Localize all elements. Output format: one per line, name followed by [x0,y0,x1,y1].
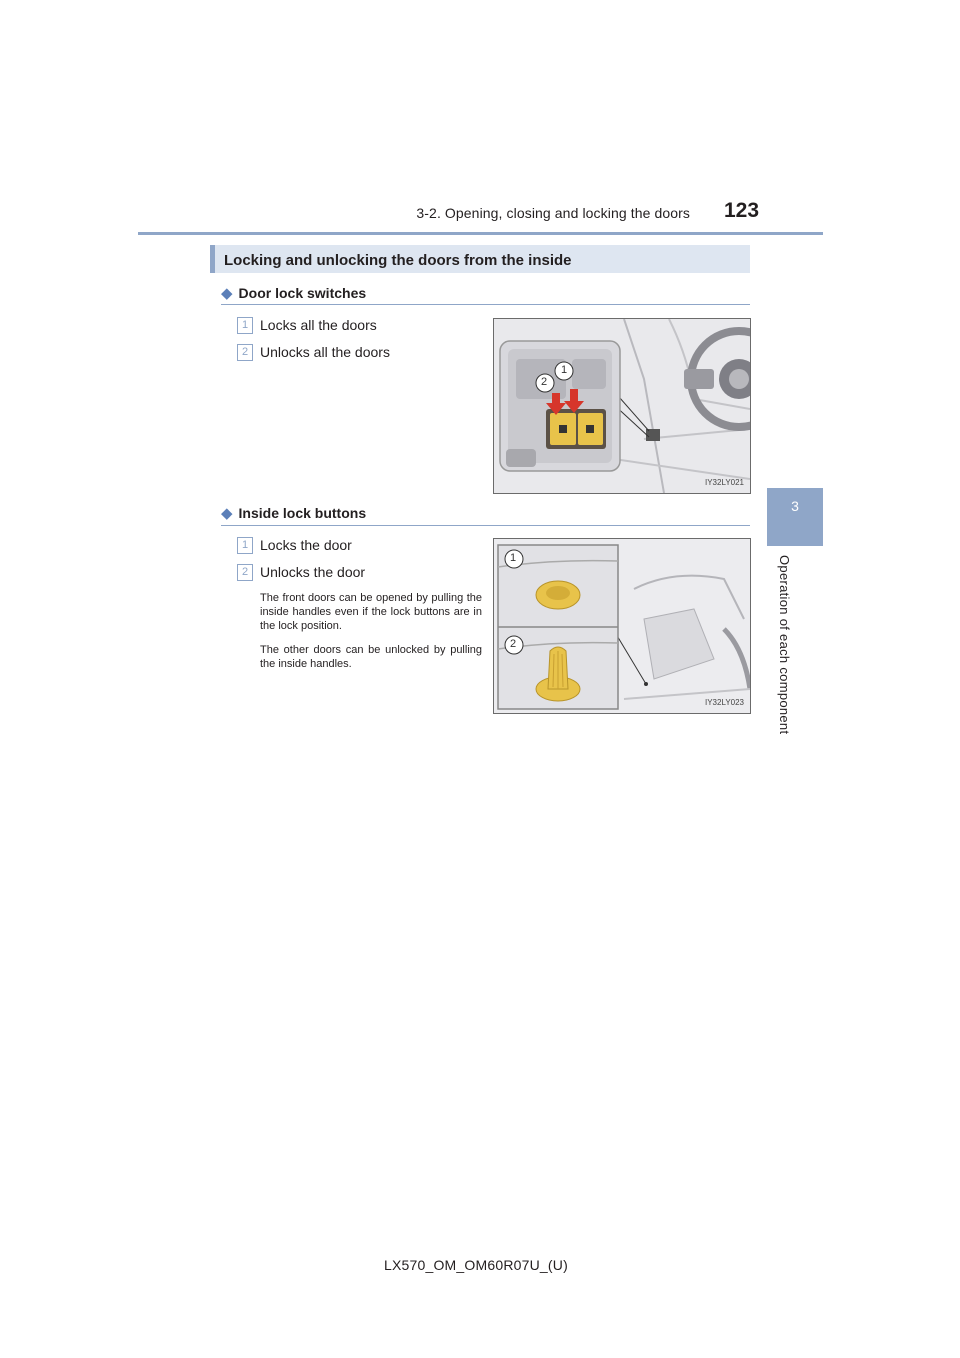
subheading-rule [221,304,750,305]
header-rule [138,232,823,235]
chapter-label: Operation of each component [777,555,792,735]
figure-callout-2: 2 [510,638,517,650]
note-other-doors: The other doors can be unlocked by pulling the inside handles. [260,644,482,670]
subheading-inside-lock-buttons [221,504,366,522]
callout-number-2: 2 [237,564,253,581]
figure-door-lock-switches [493,318,751,494]
callout-number-1: 1 [237,537,253,554]
subheading-rule [221,525,750,526]
item-text-unlocks-door: Unlocks the door [260,564,366,580]
inside-lock-button-illustration [494,539,750,713]
subheading-text: Inside lock buttons [238,505,367,521]
footer-doc-id: LX570_OM_OM60R07U_(U) [384,1257,568,1273]
figure-code: IY32LY021 [705,478,744,487]
chapter-tab [767,488,823,546]
section-title: Locking and unlocking the doors from the inside [224,252,572,269]
diamond-bullet-icon: ◆ [221,505,233,522]
page-number: 123 [724,199,760,222]
item-text-locks-all: Locks all the doors [260,317,377,333]
figure-callout-1: 1 [510,552,517,564]
note-front-doors: The front doors can be opened by pulling the inside handles even if the lock buttons are in the lock position. [260,592,482,632]
item-text-unlocks-all: Unlocks all the doors [260,344,390,360]
callout-number-1: 1 [237,317,253,334]
figure-callout-2: 2 [541,376,548,388]
chapter-number: 3 [791,498,799,514]
subheading-text: Door lock switches [238,285,367,301]
subheading-door-lock-switches [221,284,366,302]
figure-callout-1: 1 [561,364,568,376]
figure-code: IY32LY023 [705,698,744,707]
running-header-title: 3-2. Opening, closing and locking the doors [416,205,690,221]
item-text-locks-door: Locks the door [260,537,352,553]
figure-inside-lock-buttons [493,538,751,714]
diamond-bullet-icon: ◆ [221,285,233,302]
callout-number-2: 2 [237,344,253,361]
door-lock-switch-illustration [494,319,750,493]
